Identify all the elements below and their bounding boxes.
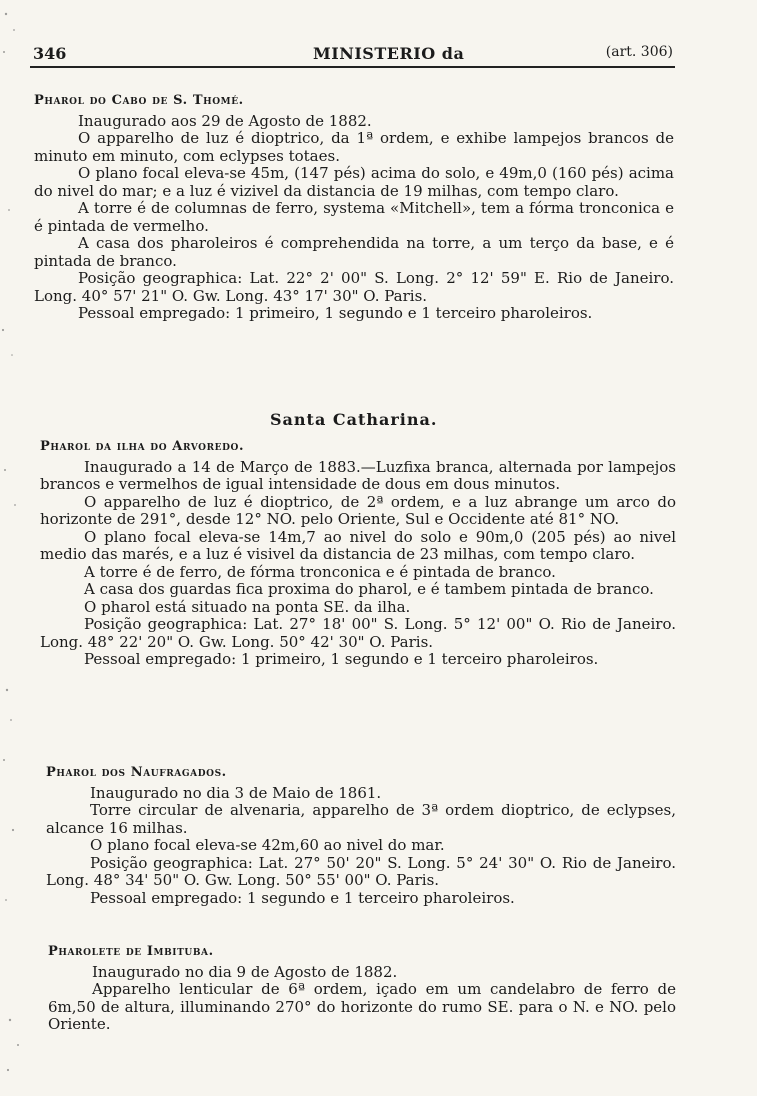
paragraph: O apparelho de luz é dioptrico, da 1ª ordem, e exhibe lampejos brancos de minuto em minuto, com eclypses totaes. bbox=[34, 129, 674, 165]
paragraph: Pessoal empregado: 1 primeiro, 1 segundo e 1 terceiro pharoleiros. bbox=[78, 304, 593, 322]
article-reference: (art. 306) bbox=[605, 44, 673, 60]
section-cabo-sao-thome bbox=[34, 92, 674, 323]
running-title: MINISTERIO da bbox=[313, 44, 465, 63]
section-heading: Pharolete de Imbituba. bbox=[48, 944, 214, 959]
paragraph: A torre é de columnas de ferro, systema «Mitchell», tem a fórma tronconica e é pintada de vermelho. bbox=[34, 199, 674, 235]
section-naufragados bbox=[46, 764, 676, 907]
paragraph: Inaugurado a 14 de Março de 1883.—Luzfixa branca, alternada por lampejos brancos e vermelhos de igual intensidade de dous em dous minutos. bbox=[40, 457, 676, 493]
section-heading: Pharol da ilha do Arvoredo. bbox=[40, 439, 245, 454]
section-imbituba bbox=[48, 943, 676, 1034]
paragraph: O pharol está situado na ponta SE. da ilha. bbox=[84, 597, 411, 616]
section-heading: Pharol do Cabo de S. Thomé. bbox=[34, 93, 244, 108]
paragraph: Torre circular de alvenaria, apparelho de 3ª ordem dioptrico, de eclypses, alcance 16 milhas. bbox=[46, 801, 676, 837]
paragraph: O plano focal eleva-se 14m,7 ao nivel do solo e 90m,0 (205 pés) ao nivel medio das marés, e a luz é visivel da distancia de 23 milhas, com tempo claro. bbox=[40, 527, 676, 563]
paragraph: Inaugurado no dia 3 de Maio de 1861. bbox=[90, 783, 382, 802]
paragraph: Apparelho lenticular de 6ª ordem, içado em um candelabro de ferro de 6m,50 de altura, illuminando 270° do horizonte do rumo SE. para o N. e NO. pelo Oriente. bbox=[48, 980, 676, 1033]
paragraph: Inaugurado no dia 9 de Agosto de 1882. bbox=[92, 962, 398, 981]
paragraph: Posição geographica: Lat. 27° 18' 00" S. Long. 5° 12' 00" O. Rio de Janeiro. Long. 48° 22' 20" O. Gw. Long. 50° 42' 30" O. Paris. bbox=[40, 615, 676, 651]
header-rule bbox=[30, 66, 675, 68]
section-ilha-arvoredo bbox=[40, 438, 676, 669]
paragraph: O plano focal eleva-se 42m,60 ao nivel do mar. bbox=[90, 836, 445, 854]
page-header bbox=[33, 44, 673, 64]
section-heading: Pharol dos Naufragados. bbox=[46, 765, 227, 780]
paragraph: Inaugurado aos 29 de Agosto de 1882. bbox=[78, 111, 372, 130]
paragraph: A torre é de ferro, de fórma tronconica e é pintada de branco. bbox=[84, 562, 556, 581]
region-subtitle: Santa Catharina. bbox=[270, 410, 438, 429]
paragraph: A casa dos guardas fica proxima do pharol, e é tambem pintada de branco. bbox=[84, 580, 654, 598]
paragraph: Pessoal empregado: 1 segundo e 1 terceiro pharoleiros. bbox=[90, 888, 515, 907]
paragraph: A casa dos pharoleiros é comprehendida na torre, a um terço da base, e é pintada de branco. bbox=[34, 234, 674, 270]
paragraph: Pessoal empregado: 1 primeiro, 1 segundo e 1 terceiro pharoleiros. bbox=[84, 650, 599, 668]
paragraph: Posição geographica: Lat. 27° 50' 20" S. Long. 5° 24' 30" O. Rio de Janeiro. Long. 48° 34' 50" O. Gw. Long. 50° 55' 00" O. Paris. bbox=[46, 853, 676, 889]
page-number: 346 bbox=[33, 44, 67, 63]
paragraph: O apparelho de luz é dioptrico, de 2ª ordem, e a luz abrange um arco do horizonte de 291°, desde 12° NO. pelo Oriente, Sul e Occidente até 81° NO. bbox=[40, 492, 676, 528]
paragraph: Posição geographica: Lat. 22° 2' 00" S. Long. 2° 12' 59" E. Rio de Janeiro. Long. 40° 57' 21" O. Gw. Long. 43° 17' 30" O. Paris. bbox=[34, 269, 674, 305]
paragraph: O plano focal eleva-se 45m, (147 pés) acima do solo, e 49m,0 (160 pés) acima do nivel do mar; e a luz é vizivel da distancia de 19 milhas, com tempo claro. bbox=[34, 164, 674, 200]
